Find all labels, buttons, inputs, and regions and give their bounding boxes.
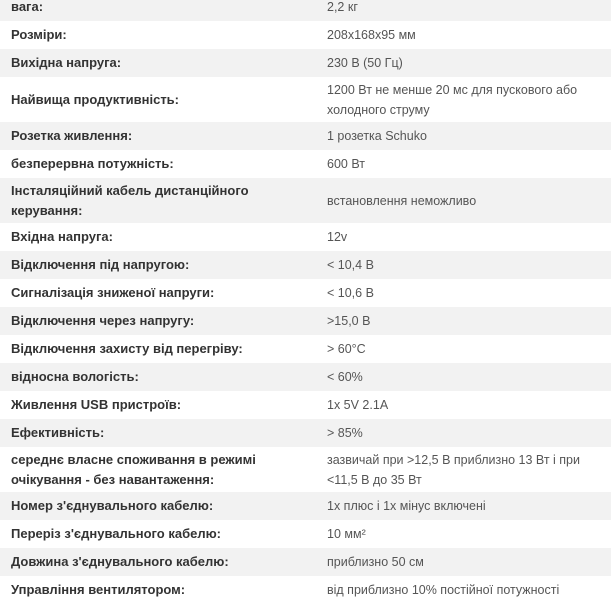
spec-row — [0, 492, 611, 520]
spec-value: 208x168x95 мм — [327, 28, 416, 42]
spec-value: встановлення неможливо — [327, 193, 477, 208]
spec-row — [0, 178, 611, 223]
spec-label: Сигналізація зниженої напруги: — [11, 285, 215, 300]
spec-label: Відключення під напругою: — [11, 257, 190, 272]
spec-label: Відключення через напругу: — [11, 313, 195, 328]
spec-row — [0, 447, 611, 492]
spec-value: 600 Вт — [327, 157, 365, 171]
spec-row — [0, 520, 611, 548]
spec-row — [0, 21, 611, 49]
spec-value: 10 мм² — [327, 527, 366, 541]
spec-row — [0, 122, 611, 150]
spec-value: < 10,4 В — [327, 258, 374, 272]
spec-value: 1 розетка Schuko — [327, 129, 427, 143]
spec-row — [0, 335, 611, 363]
spec-label: відносна вологість: — [11, 369, 139, 384]
spec-value: 230 В (50 Гц) — [327, 56, 403, 70]
spec-label: безперервна потужність: — [11, 156, 174, 171]
spec-value: зазвичай при >12,5 В приблизно 13 Вт і при <11,5 В до 35 Вт — [327, 452, 580, 487]
spec-label: Ефективність: — [11, 425, 105, 440]
spec-value: 1200 Вт не менше 20 мс для пускового або холодного струму — [327, 82, 578, 117]
spec-value: приблизно 50 см — [327, 555, 424, 569]
spec-value: від приблизно 10% постійної потужності — [327, 583, 560, 597]
spec-row — [0, 419, 611, 447]
spec-value: < 10,6 В — [327, 286, 374, 300]
spec-label: Розміри: — [11, 27, 67, 42]
spec-label: Найвища продуктивність: — [11, 91, 180, 107]
spec-row — [0, 0, 611, 21]
spec-label: Управління вентилятором: — [11, 582, 186, 597]
spec-label: Інсталяційний кабель дистанційного керування: — [11, 182, 249, 218]
spec-label: середнє власне споживання в режимі очікування - без навантаження: — [11, 451, 256, 487]
spec-row — [0, 279, 611, 307]
spec-row — [0, 49, 611, 77]
spec-row — [0, 576, 611, 604]
spec-label: Відключення захисту від перегріву: — [11, 341, 243, 356]
spec-value: > 60°C — [327, 342, 366, 356]
spec-label: Переріз з'єднувального кабелю: — [11, 526, 222, 541]
spec-row — [0, 223, 611, 251]
spec-label: Розетка живлення: — [11, 128, 133, 143]
spec-row — [0, 150, 611, 178]
spec-label: Номер з'єднувального кабелю: — [11, 498, 214, 513]
spec-label: Вхідна напруга: — [11, 229, 113, 244]
spec-row — [0, 391, 611, 419]
spec-value: > 85% — [327, 426, 363, 440]
spec-row — [0, 307, 611, 335]
spec-row — [0, 77, 611, 122]
spec-label: Вихідна напруга: — [11, 55, 122, 70]
spec-value: 2,2 кг — [327, 0, 358, 14]
spec-label: вага: — [11, 0, 44, 14]
spec-row — [0, 251, 611, 279]
spec-value: 1x плюс і 1x мінус включені — [327, 499, 486, 513]
spec-value: 12v — [327, 230, 348, 244]
spec-value: >15,0 В — [327, 314, 371, 328]
spec-value: 1x 5V 2.1A — [327, 398, 389, 412]
spec-row — [0, 363, 611, 391]
spec-row — [0, 548, 611, 576]
spec-label: Довжина з'єднувального кабелю: — [11, 554, 229, 569]
spec-label: Живлення USB пристроїв: — [11, 397, 182, 412]
spec-value: < 60% — [327, 370, 363, 384]
